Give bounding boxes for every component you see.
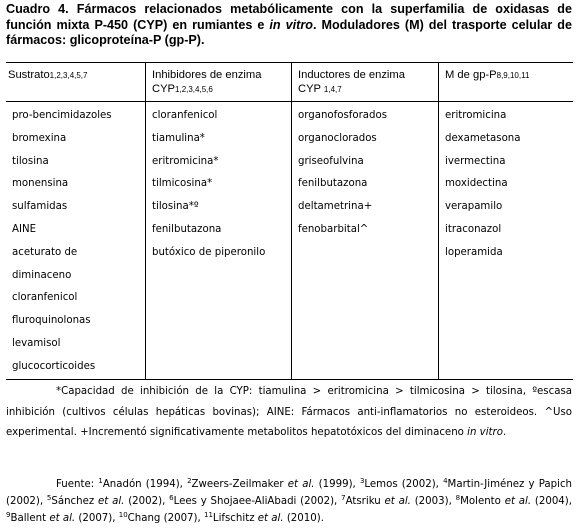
table-cell: levamisol bbox=[12, 337, 61, 349]
table-cell: pro-bencimidazoles bbox=[12, 110, 112, 121]
header-inducers: Inductores de enzima CYP 1,4,7 bbox=[292, 63, 438, 102]
reference-number: 8 bbox=[455, 494, 461, 502]
table-cell: moxidectina bbox=[445, 178, 508, 190]
table-cell: deltametrina+ bbox=[298, 201, 373, 213]
reference-year: (2002), bbox=[124, 496, 170, 507]
reference-number: 5 bbox=[46, 494, 52, 502]
reference-author: Lemos (2002), bbox=[364, 479, 444, 490]
table-cell: tilosina bbox=[12, 155, 49, 167]
header-inhibitors: Inhibidores de enzima CYP1,2,3,4,5,6 bbox=[146, 63, 291, 102]
caption-text-2: . Moduladores (M) del trasporte celular de fármacos: glicoproteína-P (gp-P). bbox=[6, 17, 573, 47]
reference-author: Zweers-Zeilmaker bbox=[191, 479, 288, 490]
table-cell: griseofulvina bbox=[298, 155, 364, 167]
reference-et-al: et al. bbox=[257, 513, 284, 524]
reference-et-al: et al. bbox=[287, 479, 315, 490]
reference-year: (2007), bbox=[75, 513, 119, 524]
reference-et-al: et al. bbox=[504, 496, 532, 507]
reference-number: 3 bbox=[359, 477, 365, 485]
reference-year: (2010). bbox=[283, 513, 324, 524]
reference-year: (2003), bbox=[410, 496, 456, 507]
table-cell: eritromicina bbox=[445, 110, 507, 121]
table-cell: fenilbutazona bbox=[152, 223, 222, 235]
table-cell: butóxico de piperonilo bbox=[152, 246, 266, 258]
reference-number: 1 bbox=[98, 477, 103, 485]
table-cell: cloranfenicol bbox=[12, 292, 78, 304]
reference-author: Atsriku bbox=[345, 496, 385, 507]
table-footnotes: *Capacidad de inhibición de la CYP: tiamulina > eritromicina > tilmicosina > tilosina, ºescasa inhibición (cultivos células hepáticas bovinas); AINE: Fármacos anti-inflamatorios no esteroideos. ^Uso experimental. +Incrementó significativamente metabolitos hepatotóxicos del diminaceno in vitro. bbox=[6, 386, 572, 438]
reference-author: Lifschitz bbox=[212, 513, 258, 524]
source-references: Fuente: $^1$Anadón (1994), $^2$Zweers-Zeilmaker et al. (1999), $^3$Lemos (2002), $^4$Martin-Jiménez y Papich (2002), $^5$Sánchez et al. (2002), $^6$Lees y Shojaee-AliAbadi (2002), $^7$Atsriku et al. (2003), $^8$Molento et al. (2004), $^9$Ballent et al. (2007), $^{10}$Chang (2007), $^{11}$Lifschitz et al. (2010). bbox=[6, 477, 573, 524]
reference-number: 7 bbox=[341, 494, 346, 502]
table-cell: cloranfenicol bbox=[152, 110, 218, 121]
cells-inducers bbox=[292, 102, 438, 242]
table-cell: eritromicina* bbox=[152, 155, 219, 167]
cells-inhibitors bbox=[146, 102, 291, 265]
table-cell: bromexina bbox=[12, 132, 67, 144]
reference-number: 9 bbox=[6, 511, 11, 519]
column-modulators bbox=[438, 63, 573, 379]
table-cell: fluroquinolonas bbox=[12, 315, 91, 327]
table-cell: monensina bbox=[12, 178, 69, 190]
table-cell: fenilbutazona bbox=[298, 178, 368, 190]
reference-number: 4 bbox=[443, 477, 448, 485]
table-cell: organofosforados bbox=[298, 110, 388, 121]
reference-author: Anadón (1994), bbox=[102, 479, 188, 490]
drug-table bbox=[6, 62, 573, 380]
reference-number: 10 bbox=[118, 511, 128, 519]
reference-number: 11 bbox=[203, 511, 213, 519]
table-cell: tiamulina* bbox=[152, 132, 205, 144]
reference-et-al: et al. bbox=[98, 496, 125, 507]
table-cell: verapamilo bbox=[445, 201, 503, 213]
table-cell: AINE bbox=[12, 223, 37, 235]
reference-et-al: et al. bbox=[49, 513, 76, 524]
table-cell: loperamida bbox=[445, 246, 503, 258]
reference-et-al: et al. bbox=[384, 496, 411, 507]
table-cell: dexametasona bbox=[445, 132, 521, 144]
column-substrate bbox=[6, 63, 145, 379]
reference-author: Martin-Jiménez y Papich (2002), bbox=[6, 479, 573, 507]
table-cell: tilosina*º bbox=[152, 201, 199, 213]
table-cell: aceturato de bbox=[12, 246, 78, 258]
table-cell: fenobarbital^ bbox=[298, 223, 369, 235]
reference-year: (1999), bbox=[314, 479, 360, 490]
reference-year: (2004), bbox=[531, 496, 572, 507]
table-caption bbox=[6, 2, 572, 49]
reference-author: Sánchez bbox=[51, 496, 99, 507]
caption-italic: in vitro bbox=[269, 17, 313, 32]
reference-author: Lees y Shojaee-AliAbadi (2002), bbox=[173, 496, 342, 507]
table-cell: sulfamidas bbox=[12, 201, 68, 213]
table-cell: tilmicosina* bbox=[152, 178, 213, 190]
table-cell: itraconazol bbox=[445, 223, 502, 235]
cells-substrate bbox=[6, 102, 145, 379]
table-cell: glucocorticoides bbox=[12, 360, 96, 372]
header-substrate: Sustrato1,2,3,4,5,7 bbox=[6, 63, 145, 102]
reference-number: 6 bbox=[169, 494, 174, 502]
cells-modulators bbox=[439, 102, 573, 265]
reference-author: Chang (2007), bbox=[127, 513, 204, 524]
table-cell: diminaceno bbox=[12, 269, 72, 281]
table-cell: organoclorados bbox=[298, 132, 377, 144]
reference-number: 2 bbox=[187, 477, 192, 485]
table-cell: ivermectina bbox=[445, 155, 506, 167]
reference-author: Ballent bbox=[10, 513, 50, 524]
reference-author: Molento bbox=[460, 496, 505, 507]
caption-text-1: Cuadro 4. Fármacos relacionados metabólicamente con la superfamilia de oxidasas de función mixta P-450 (CYP) en rumiantes e bbox=[6, 2, 572, 32]
column-inhibitors bbox=[145, 63, 291, 379]
column-inducers bbox=[291, 63, 438, 379]
header-modulators: M de gp-P8,9,10,11 bbox=[439, 63, 573, 102]
